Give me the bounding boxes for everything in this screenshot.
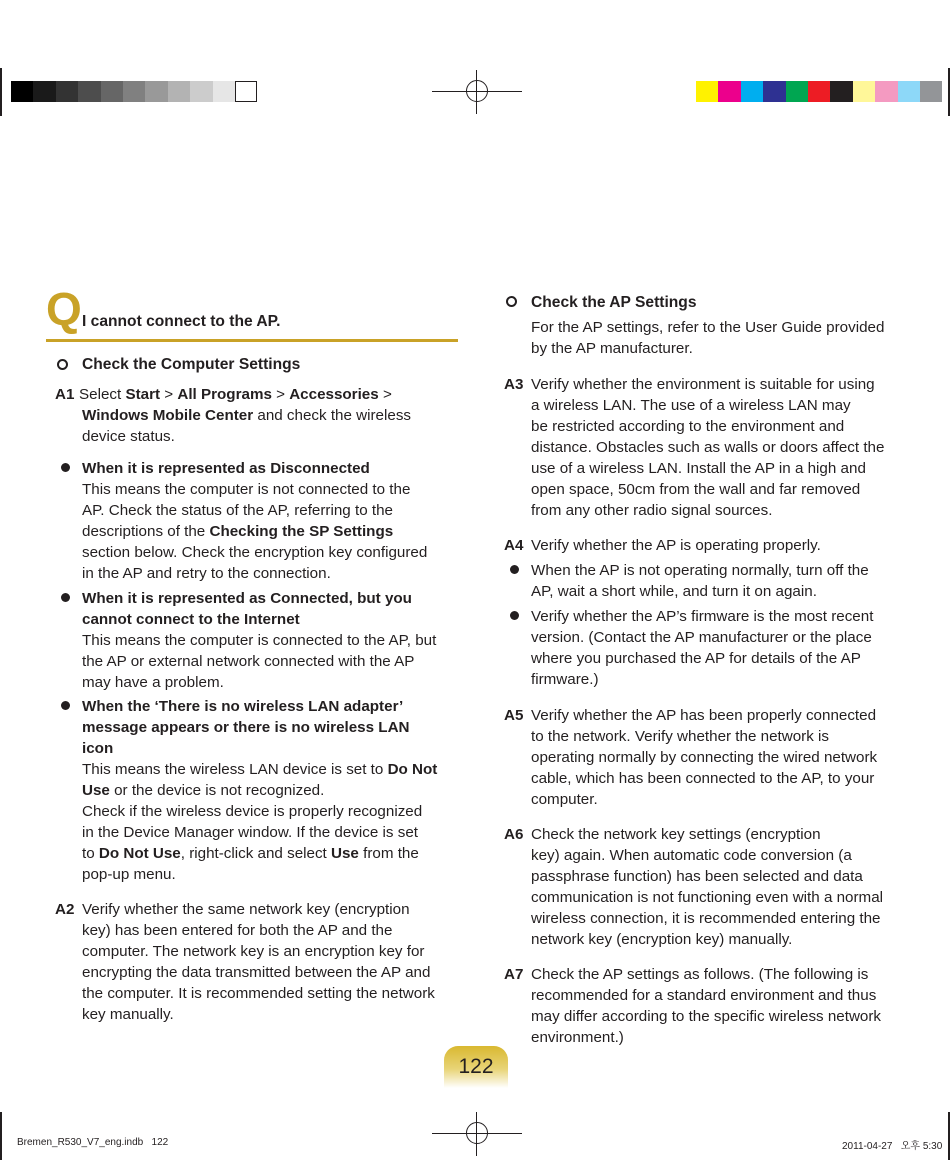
bullet2-line: the AP or external network connected with the AP <box>82 653 415 670</box>
text-line: operating normally by connecting the wired network <box>531 749 878 766</box>
bullet1-line: AP. Check the status of the AP, referring to the <box>82 502 393 519</box>
text-line: may differ according to the specific wireless network <box>531 1008 882 1025</box>
text-line: Verify whether the environment is suitable for using <box>531 376 875 393</box>
color-swatch <box>830 81 852 102</box>
bullet1-line: in the AP and retry to the connection. <box>82 565 331 582</box>
bullet-icon <box>510 611 519 620</box>
crop-mark <box>0 1112 2 1160</box>
color-swatch <box>696 81 718 102</box>
text-line: Verify whether the AP’s firmware is the most recent <box>531 608 874 625</box>
section-heading-computer: Check the Computer Settings <box>82 356 301 373</box>
text-line: Check the AP settings as follows. (The following is <box>531 966 869 983</box>
bullet3-line: to Do Not Use, right-click and select Use from the <box>82 845 419 862</box>
question-title: I cannot connect to the AP. <box>82 313 281 330</box>
footer-file-info: Bremen_R530_V7_eng.indb 122 <box>17 1137 169 1148</box>
bullet3-heading: When the ‘There is no wireless LAN adapter’ <box>82 698 404 715</box>
gray-swatch <box>145 81 167 102</box>
color-swatch <box>898 81 920 102</box>
text-line: communication is not functioning even with a normal <box>531 889 884 906</box>
text-line: version. (Contact the AP manufacturer or the place <box>531 629 872 646</box>
color-swatch <box>763 81 785 102</box>
section-bullet-icon <box>506 296 517 307</box>
footer-timestamp: 2011-04-27 오후 5:30 <box>842 1141 943 1152</box>
text-line: Verify whether the AP has been properly connected <box>531 707 877 724</box>
bullet2-heading: cannot connect to the Internet <box>82 611 300 628</box>
text-line: be restricted according to the environment and <box>531 418 845 435</box>
bullet-icon <box>510 565 519 574</box>
text-line: from any other radio signal sources. <box>531 502 773 519</box>
bullet3-line: in the Device Manager window. If the device is set <box>82 824 418 841</box>
text-line: to the network. Verify whether the network is <box>531 728 829 745</box>
bullet3-line: Use or the device is not recognized. <box>82 782 325 799</box>
gray-swatch <box>213 81 235 102</box>
text-line: where you purchased the AP for details of the AP <box>531 650 861 667</box>
text-line: key manually. <box>82 1006 174 1023</box>
color-swatch <box>741 81 763 102</box>
text-line: recommended for a standard environment and thus <box>531 987 877 1004</box>
answer-label-a1: A1 <box>55 386 75 403</box>
bullet2-line: may have a problem. <box>82 674 224 691</box>
bullet3-heading: message appears or there is no wireless LAN <box>82 719 410 736</box>
bullet3-line: This means the wireless LAN device is set to Do Not <box>82 761 438 778</box>
text-line: passphrase function) has been selected and data <box>531 868 863 885</box>
text-line: Verify whether the same network key (encryption <box>82 901 410 918</box>
text-line: For the AP settings, refer to the User Guide provided <box>531 319 885 336</box>
bullet3-heading: icon <box>82 740 114 757</box>
text-line: network key (encryption key) manually. <box>531 931 793 948</box>
answer-a1-line2: Windows Mobile Center and check the wireless <box>82 407 412 424</box>
bullet1-line: This means the computer is not connected to the <box>82 481 411 498</box>
gray-swatch <box>56 81 78 102</box>
answer-a4-text: Verify whether the AP is operating properly. <box>531 537 821 554</box>
color-swatch <box>718 81 740 102</box>
bullet1-heading: When it is represented as Disconnected <box>82 460 370 477</box>
color-swatch <box>808 81 830 102</box>
answer-label-a4: A4 <box>504 537 524 554</box>
text-line: cable, which has been connected to the AP, to your <box>531 770 875 787</box>
text-line: wireless connection, it is recommended entering the <box>531 910 881 927</box>
bullet1-line: descriptions of the Checking the SP Settings <box>82 523 394 540</box>
bullet-icon <box>61 463 70 472</box>
gray-swatch <box>235 81 257 102</box>
bullet-icon <box>61 593 70 602</box>
bullet3-line: pop-up menu. <box>82 866 176 883</box>
gray-swatch <box>33 81 55 102</box>
bullet1-line: section below. Check the encryption key configured <box>82 544 428 561</box>
text-line: When the AP is not operating normally, turn off the <box>531 562 869 579</box>
text-line: a wireless LAN. The use of a wireless LAN may <box>531 397 851 414</box>
text-line: computer. <box>531 791 598 808</box>
answer-label-a2: A2 <box>55 901 75 918</box>
answer-a1-line1: Select Start > All Programs > Accessories > <box>79 386 392 403</box>
text-line: encrypting the data transmitted between the AP and <box>82 964 431 981</box>
text-line: key) has been entered for both the AP and the <box>82 922 393 939</box>
answer-label-a7: A7 <box>504 966 524 983</box>
question-underline <box>46 339 458 342</box>
gray-swatch <box>78 81 100 102</box>
page-number: 122 <box>458 1055 494 1078</box>
question-letter: Q <box>46 283 82 335</box>
color-swatch <box>875 81 897 102</box>
text-line: environment.) <box>531 1029 624 1046</box>
text-line: use of a wireless LAN. Install the AP in a high and <box>531 460 866 477</box>
text-line: by the AP manufacturer. <box>531 340 693 357</box>
bullet2-line: This means the computer is connected to the AP, but <box>82 632 437 649</box>
bullet3-line: Check if the wireless device is properly recognized <box>82 803 423 820</box>
answer-label-a3: A3 <box>504 376 524 393</box>
text-line: firmware.) <box>531 671 599 688</box>
bullet-icon <box>61 701 70 710</box>
text-line: Check the network key settings (encryption <box>531 826 821 843</box>
section-bullet-icon <box>57 359 68 370</box>
color-swatch <box>786 81 808 102</box>
text-line: computer. The network key is an encryption key for <box>82 943 425 960</box>
gray-swatch <box>168 81 190 102</box>
text-line: open space, 50cm from the wall and far removed <box>531 481 861 498</box>
answer-label-a5: A5 <box>504 707 524 724</box>
answer-a1-line3: device status. <box>82 428 175 445</box>
gray-swatch <box>123 81 145 102</box>
text-line: key) again. When automatic code conversion (a <box>531 847 852 864</box>
answer-label-a6: A6 <box>504 826 524 843</box>
text-line: the computer. It is recommended setting the network <box>82 985 435 1002</box>
bullet2-heading: When it is represented as Connected, but you <box>82 590 412 607</box>
color-swatch <box>920 81 942 102</box>
crop-mark <box>0 68 2 116</box>
text-line: distance. Obstacles such as walls or doors affect the <box>531 439 885 456</box>
gray-swatch <box>11 81 33 102</box>
color-swatch <box>853 81 875 102</box>
gray-swatch <box>190 81 212 102</box>
section-heading-ap: Check the AP Settings <box>531 294 697 311</box>
text-line: AP, wait a short while, and turn it on again. <box>531 583 817 600</box>
gray-swatch <box>101 81 123 102</box>
